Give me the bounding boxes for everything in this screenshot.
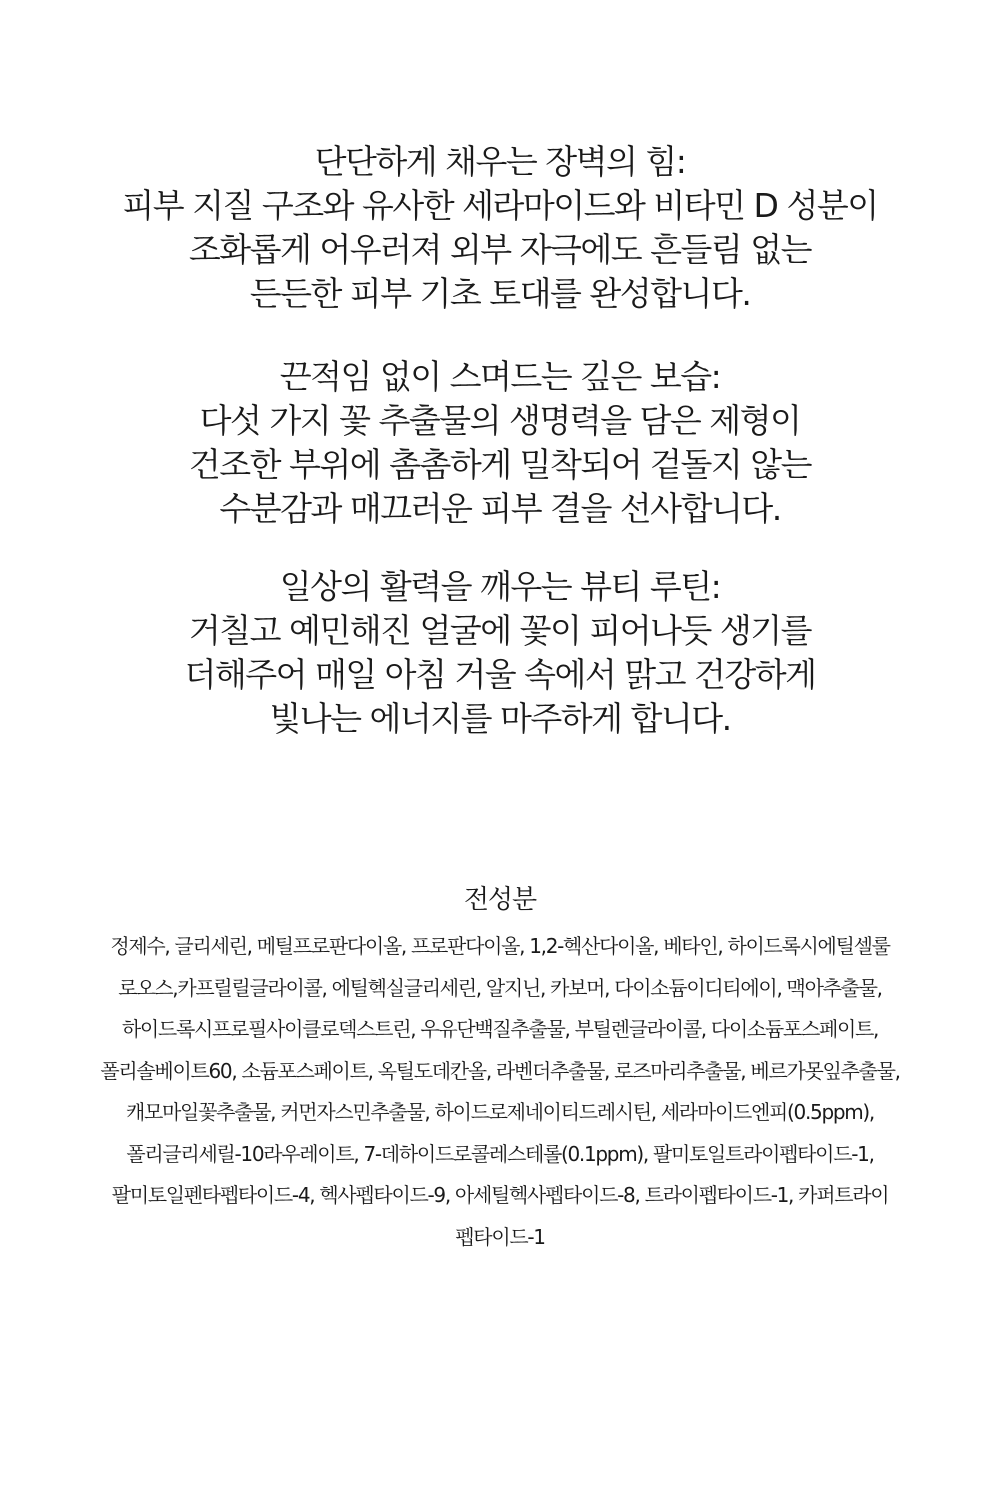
benefit-heading: 일상의 활력을 깨우는 뷰티 루틴: xyxy=(279,567,721,606)
benefit-heading: 단단하게 채우는 장벽의 힘: xyxy=(314,142,686,181)
benefit-text-line: 거칠고 예민해진 얼굴에 꽃이 피어나듯 생기를 xyxy=(188,611,812,650)
ingredients-heading: 전성분 xyxy=(463,885,537,915)
ingredients-line: 캐모마일꽃추출물, 커먼자스민추출물, 하이드로제네이티드레시틴, 세라마이드엔피(0.5ppm), xyxy=(126,1100,874,1124)
benefit-section-barrier xyxy=(0,140,1000,316)
ingredients-section xyxy=(0,878,1000,1258)
benefit-section-routine xyxy=(0,565,1000,741)
benefit-section-moisture xyxy=(0,355,1000,531)
benefit-text-line: 피부 지질 구조와 유사한 세라마이드와 비타민 D 성분이 xyxy=(122,186,878,225)
ingredients-line: 로오스,카프릴릴글라이콜, 에틸헥실글리세린, 알지닌, 카보머, 다이소듐이디티에이, 맥아추출물, xyxy=(118,975,882,1000)
benefit-text-line: 빛나는 에너지를 마주하게 합니다. xyxy=(269,699,731,738)
ingredients-line: 폴리솔베이트60, 소듐포스페이트, 옥틸도데칸올, 라벤더추출물, 로즈마리추출물, 베르가못잎추출물, xyxy=(100,1058,900,1083)
benefit-text-line: 더해주어 매일 아침 거울 속에서 맑고 건강하게 xyxy=(184,655,816,694)
benefit-text-line: 든든한 피부 기초 토대를 완성합니다. xyxy=(249,274,751,313)
benefit-heading: 끈적임 없이 스며드는 깊은 보습: xyxy=(279,357,721,396)
ingredients-line: 펩타이드-1 xyxy=(455,1224,545,1249)
ingredients-line: 정제수, 글리세린, 메틸프로판다이올, 프로판다이올, 1,2-헥산다이올, 베타인, 하이드록시에틸셀룰 xyxy=(110,934,890,958)
benefit-text-line: 조화롭게 어우러져 외부 자극에도 흔들림 없는 xyxy=(188,230,812,269)
benefit-text-line: 수분감과 매끄러운 피부 결을 선사합니다. xyxy=(219,489,781,528)
benefit-text-line: 건조한 부위에 촘촘하게 밀착되어 겉돌지 않는 xyxy=(188,445,812,484)
ingredients-line: 팔미토일펜타펩타이드-4, 헥사펩타이드-9, 아세틸헥사펩타이드-8, 트라이펩타이드-1, 카퍼트라이 xyxy=(111,1183,889,1207)
benefit-text-line: 다섯 가지 꽃 추출물의 생명력을 담은 제형이 xyxy=(199,401,801,440)
ingredients-line: 하이드록시프로필사이클로덱스트린, 우유단백질추출물, 부틸렌글라이콜, 다이소듐포스페이트, xyxy=(121,1017,879,1041)
ingredients-line: 폴리글리세릴-10라우레이트, 7-데하이드로콜레스테롤(0.1ppm), 팔미토일트라이펩타이드-1, xyxy=(126,1141,874,1166)
